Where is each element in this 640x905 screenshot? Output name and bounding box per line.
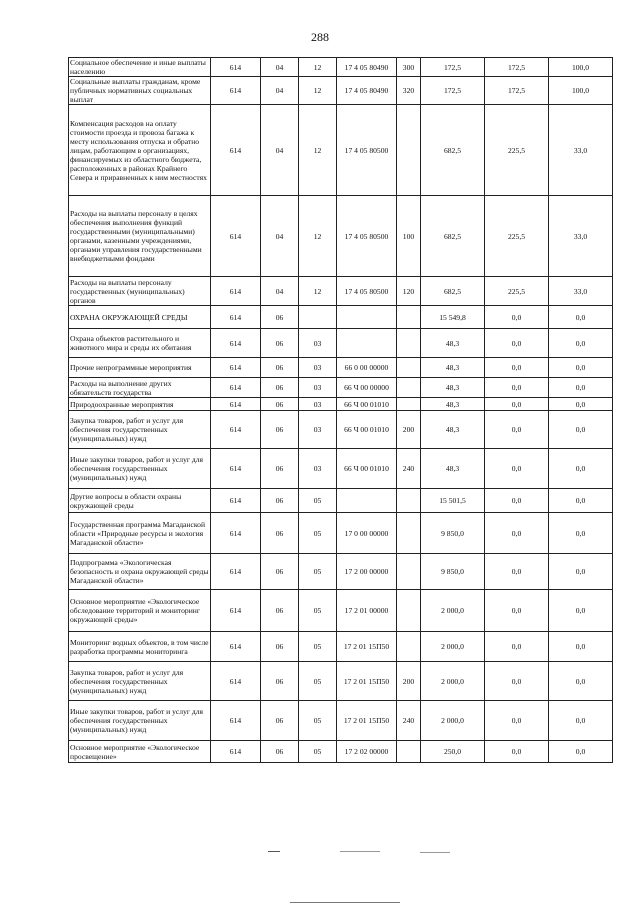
row-amount-plan-cell: 2 000,0	[421, 701, 485, 741]
table-row	[69, 741, 613, 763]
table-row	[69, 306, 613, 329]
row-csr-cell: 66 Ч 00 01010	[337, 398, 397, 411]
table-row	[69, 662, 613, 701]
row-amount-actual-cell: 0,0	[485, 378, 549, 398]
row-gr-cell: 614	[211, 277, 261, 306]
row-gr-cell: 614	[211, 489, 261, 513]
row-amount-plan-cell: 682,5	[421, 196, 485, 277]
row-csr-cell: 17 2 01 15П50	[337, 632, 397, 662]
row-amount-plan-cell: 48,3	[421, 411, 485, 449]
row-amount-actual-cell: 0,0	[485, 701, 549, 741]
row-amount-actual-cell: 172,5	[485, 77, 549, 105]
row-amount-actual-cell: 225,5	[485, 277, 549, 306]
row-amount-actual-cell: 0,0	[485, 411, 549, 449]
row-csr-cell: 66 Ч 00 00000	[337, 378, 397, 398]
row-amount-plan-cell: 48,3	[421, 358, 485, 378]
row-rz-cell: 06	[261, 378, 299, 398]
page-number: 288	[311, 30, 329, 44]
row-vr-cell	[397, 306, 421, 329]
row-amount-actual-cell: 0,0	[485, 489, 549, 513]
scan-artifact	[340, 851, 380, 852]
budget-table-body	[69, 58, 613, 763]
row-vr-cell	[397, 105, 421, 196]
row-name-cell: Иные закупки товаров, работ и услуг для обеспечения государственных (муниципальных) нужд	[69, 701, 211, 741]
row-amount-actual-cell: 0,0	[485, 662, 549, 701]
row-amount-plan-cell: 48,3	[421, 329, 485, 358]
row-vr-cell	[397, 329, 421, 358]
row-amount-plan-cell: 15 549,8	[421, 306, 485, 329]
row-percent-cell: 0,0	[549, 662, 613, 701]
table-row	[69, 701, 613, 741]
row-rz-cell: 06	[261, 411, 299, 449]
row-pr-cell: 12	[299, 105, 337, 196]
row-amount-plan-cell: 48,3	[421, 378, 485, 398]
row-name-cell: Компенсация расходов на оплату стоимости проезда и провоза багажа к месту использования отпуска и обратно лицам, работающим в организациях, финансируемых из областного бюджета, расположенных в районах Крайнего Севера и приравненных к ним местностях	[69, 105, 211, 196]
row-csr-cell: 17 2 01 15П50	[337, 701, 397, 741]
row-percent-cell: 0,0	[549, 741, 613, 763]
row-name-cell: Закупка товаров, работ и услуг для обеспечения государственных (муниципальных) нужд	[69, 662, 211, 701]
table-row	[69, 77, 613, 105]
row-vr-cell	[397, 554, 421, 590]
row-percent-cell: 0,0	[549, 590, 613, 632]
row-pr-cell: 03	[299, 449, 337, 489]
row-percent-cell: 33,0	[549, 105, 613, 196]
row-gr-cell: 614	[211, 662, 261, 701]
row-pr-cell: 03	[299, 329, 337, 358]
row-percent-cell: 0,0	[549, 513, 613, 554]
row-percent-cell: 0,0	[549, 329, 613, 358]
row-csr-cell: 17 4 05 80490	[337, 58, 397, 77]
row-name-cell: Иные закупки товаров, работ и услуг для обеспечения государственных (муниципальных) нужд	[69, 449, 211, 489]
row-percent-cell: 33,0	[549, 277, 613, 306]
row-rz-cell: 06	[261, 513, 299, 554]
row-rz-cell: 06	[261, 662, 299, 701]
row-amount-plan-cell: 9 850,0	[421, 513, 485, 554]
row-name-cell: Подпрограмма «Экологическая безопасность и охрана окружающей среды Магаданской области»	[69, 554, 211, 590]
row-name-cell: Расходы на выплаты персоналу в целях обеспечения выполнения функций государственными (муниципальными) органами, казенными учреждениями, органами управления государственными внебюджетными фондами	[69, 196, 211, 277]
row-rz-cell: 06	[261, 358, 299, 378]
row-name-cell: Основное мероприятие «Экологическое обследование территорий и мониторинг окружающей среды»	[69, 590, 211, 632]
row-amount-plan-cell: 2 000,0	[421, 632, 485, 662]
row-pr-cell: 03	[299, 358, 337, 378]
row-vr-cell	[397, 632, 421, 662]
scan-artifact	[420, 852, 450, 853]
row-vr-cell	[397, 741, 421, 763]
row-amount-actual-cell: 0,0	[485, 358, 549, 378]
row-vr-cell	[397, 489, 421, 513]
row-vr-cell: 240	[397, 449, 421, 489]
row-amount-actual-cell: 0,0	[485, 554, 549, 590]
row-name-cell: Государственная программа Магаданской области «Природные ресурсы и экология Магаданской области»	[69, 513, 211, 554]
row-amount-plan-cell: 172,5	[421, 58, 485, 77]
row-csr-cell	[337, 306, 397, 329]
row-rz-cell: 04	[261, 196, 299, 277]
row-name-cell: Основное мероприятие «Экологическое просвещение»	[69, 741, 211, 763]
row-gr-cell: 614	[211, 77, 261, 105]
row-amount-plan-cell: 48,3	[421, 398, 485, 411]
row-rz-cell: 04	[261, 277, 299, 306]
row-amount-plan-cell: 2 000,0	[421, 662, 485, 701]
row-pr-cell	[299, 306, 337, 329]
row-gr-cell: 614	[211, 306, 261, 329]
row-amount-actual-cell: 225,5	[485, 196, 549, 277]
row-percent-cell: 0,0	[549, 489, 613, 513]
row-pr-cell: 03	[299, 378, 337, 398]
row-rz-cell: 06	[261, 449, 299, 489]
row-gr-cell: 614	[211, 701, 261, 741]
row-csr-cell: 66 Ч 00 01010	[337, 411, 397, 449]
scan-artifact	[290, 902, 400, 903]
table-row	[69, 554, 613, 590]
row-csr-cell: 17 0 00 00000	[337, 513, 397, 554]
table-row	[69, 105, 613, 196]
table-row	[69, 590, 613, 632]
row-vr-cell: 240	[397, 701, 421, 741]
row-rz-cell: 06	[261, 554, 299, 590]
row-amount-actual-cell: 0,0	[485, 590, 549, 632]
row-gr-cell: 614	[211, 741, 261, 763]
row-amount-actual-cell: 0,0	[485, 513, 549, 554]
row-percent-cell: 0,0	[549, 378, 613, 398]
row-amount-actual-cell: 225,5	[485, 105, 549, 196]
table-row	[69, 196, 613, 277]
row-pr-cell: 05	[299, 554, 337, 590]
row-vr-cell	[397, 590, 421, 632]
row-percent-cell: 0,0	[549, 632, 613, 662]
row-csr-cell	[337, 329, 397, 358]
row-vr-cell: 120	[397, 277, 421, 306]
row-csr-cell: 17 4 05 80500	[337, 105, 397, 196]
row-csr-cell: 17 2 00 00000	[337, 554, 397, 590]
row-amount-plan-cell: 682,5	[421, 277, 485, 306]
row-vr-cell	[397, 398, 421, 411]
table-row	[69, 632, 613, 662]
row-amount-actual-cell: 0,0	[485, 329, 549, 358]
row-gr-cell: 614	[211, 590, 261, 632]
table-row	[69, 411, 613, 449]
row-csr-cell: 17 4 05 80500	[337, 277, 397, 306]
row-amount-actual-cell: 0,0	[485, 306, 549, 329]
row-csr-cell: 17 4 05 80500	[337, 196, 397, 277]
row-amount-plan-cell: 2 000,0	[421, 590, 485, 632]
row-rz-cell: 06	[261, 632, 299, 662]
table-row	[69, 398, 613, 411]
row-amount-actual-cell: 0,0	[485, 632, 549, 662]
row-amount-actual-cell: 0,0	[485, 449, 549, 489]
row-rz-cell: 06	[261, 741, 299, 763]
row-amount-plan-cell: 9 850,0	[421, 554, 485, 590]
row-gr-cell: 614	[211, 411, 261, 449]
row-pr-cell: 05	[299, 701, 337, 741]
row-vr-cell	[397, 378, 421, 398]
row-csr-cell	[337, 489, 397, 513]
row-csr-cell: 66 Ч 00 01010	[337, 449, 397, 489]
row-pr-cell: 12	[299, 196, 337, 277]
row-gr-cell: 614	[211, 105, 261, 196]
row-amount-plan-cell: 48,3	[421, 449, 485, 489]
row-rz-cell: 06	[261, 398, 299, 411]
row-vr-cell: 100	[397, 196, 421, 277]
table-row	[69, 489, 613, 513]
row-percent-cell: 0,0	[549, 449, 613, 489]
table-row	[69, 358, 613, 378]
row-gr-cell: 614	[211, 329, 261, 358]
row-name-cell: Мониторинг водных объектов, в том числе разработка программы мониторинга	[69, 632, 211, 662]
row-percent-cell: 0,0	[549, 701, 613, 741]
row-rz-cell: 06	[261, 701, 299, 741]
row-pr-cell: 05	[299, 513, 337, 554]
row-amount-plan-cell: 682,5	[421, 105, 485, 196]
table-row	[69, 329, 613, 358]
row-name-cell: Прочие непрограммные мероприятия	[69, 358, 211, 378]
row-name-cell: Другие вопросы в области охраны окружающей среды	[69, 489, 211, 513]
table-row	[69, 378, 613, 398]
table-row	[69, 58, 613, 77]
row-amount-actual-cell: 172,5	[485, 58, 549, 77]
row-percent-cell: 0,0	[549, 358, 613, 378]
row-percent-cell: 0,0	[549, 398, 613, 411]
row-pr-cell: 12	[299, 277, 337, 306]
row-rz-cell: 04	[261, 58, 299, 77]
row-gr-cell: 614	[211, 398, 261, 411]
scan-artifact	[268, 851, 280, 852]
row-amount-plan-cell: 250,0	[421, 741, 485, 763]
row-percent-cell: 100,0	[549, 58, 613, 77]
row-gr-cell: 614	[211, 513, 261, 554]
row-name-cell: Закупка товаров, работ и услуг для обеспечения государственных (муниципальных) нужд	[69, 411, 211, 449]
row-pr-cell: 03	[299, 411, 337, 449]
row-vr-cell	[397, 358, 421, 378]
row-csr-cell: 17 4 05 80490	[337, 77, 397, 105]
row-name-cell: Расходы на выполнение других обязательств государства	[69, 378, 211, 398]
budget-table	[68, 57, 613, 763]
row-pr-cell: 05	[299, 489, 337, 513]
row-gr-cell: 614	[211, 554, 261, 590]
row-name-cell: Охрана объектов растительного и животного мира и среды их обитания	[69, 329, 211, 358]
table-row	[69, 449, 613, 489]
table-row	[69, 277, 613, 306]
row-gr-cell: 614	[211, 449, 261, 489]
row-rz-cell: 04	[261, 77, 299, 105]
row-vr-cell: 200	[397, 411, 421, 449]
table-row	[69, 513, 613, 554]
row-csr-cell: 17 2 01 15П50	[337, 662, 397, 701]
row-amount-plan-cell: 15 501,5	[421, 489, 485, 513]
row-pr-cell: 05	[299, 632, 337, 662]
row-gr-cell: 614	[211, 358, 261, 378]
row-csr-cell: 17 2 02 00000	[337, 741, 397, 763]
row-gr-cell: 614	[211, 58, 261, 77]
row-rz-cell: 06	[261, 306, 299, 329]
row-rz-cell: 06	[261, 329, 299, 358]
row-csr-cell: 17 2 01 00000	[337, 590, 397, 632]
row-percent-cell: 0,0	[549, 554, 613, 590]
row-name-cell: ОХРАНА ОКРУЖАЮЩЕЙ СРЕДЫ	[69, 306, 211, 329]
row-name-cell: Природоохранные мероприятия	[69, 398, 211, 411]
row-pr-cell: 05	[299, 590, 337, 632]
row-gr-cell: 614	[211, 632, 261, 662]
row-percent-cell: 0,0	[549, 306, 613, 329]
row-vr-cell	[397, 513, 421, 554]
row-name-cell: Расходы на выплаты персоналу государственных (муниципальных) органов	[69, 277, 211, 306]
row-pr-cell: 05	[299, 741, 337, 763]
row-amount-actual-cell: 0,0	[485, 741, 549, 763]
row-rz-cell: 06	[261, 590, 299, 632]
row-amount-plan-cell: 172,5	[421, 77, 485, 105]
row-vr-cell: 200	[397, 662, 421, 701]
row-vr-cell: 320	[397, 77, 421, 105]
row-rz-cell: 04	[261, 105, 299, 196]
row-pr-cell: 05	[299, 662, 337, 701]
row-name-cell: Социальные выплаты гражданам, кроме публичных нормативных социальных выплат	[69, 77, 211, 105]
row-pr-cell: 12	[299, 77, 337, 105]
row-pr-cell: 03	[299, 398, 337, 411]
row-amount-actual-cell: 0,0	[485, 398, 549, 411]
row-vr-cell: 300	[397, 58, 421, 77]
row-pr-cell: 12	[299, 58, 337, 77]
row-gr-cell: 614	[211, 378, 261, 398]
row-percent-cell: 33,0	[549, 196, 613, 277]
row-rz-cell: 06	[261, 489, 299, 513]
row-gr-cell: 614	[211, 196, 261, 277]
row-percent-cell: 0,0	[549, 411, 613, 449]
row-name-cell: Социальное обеспечение и иные выплаты населению	[69, 58, 211, 77]
row-csr-cell: 66 0 00 00000	[337, 358, 397, 378]
row-percent-cell: 100,0	[549, 77, 613, 105]
